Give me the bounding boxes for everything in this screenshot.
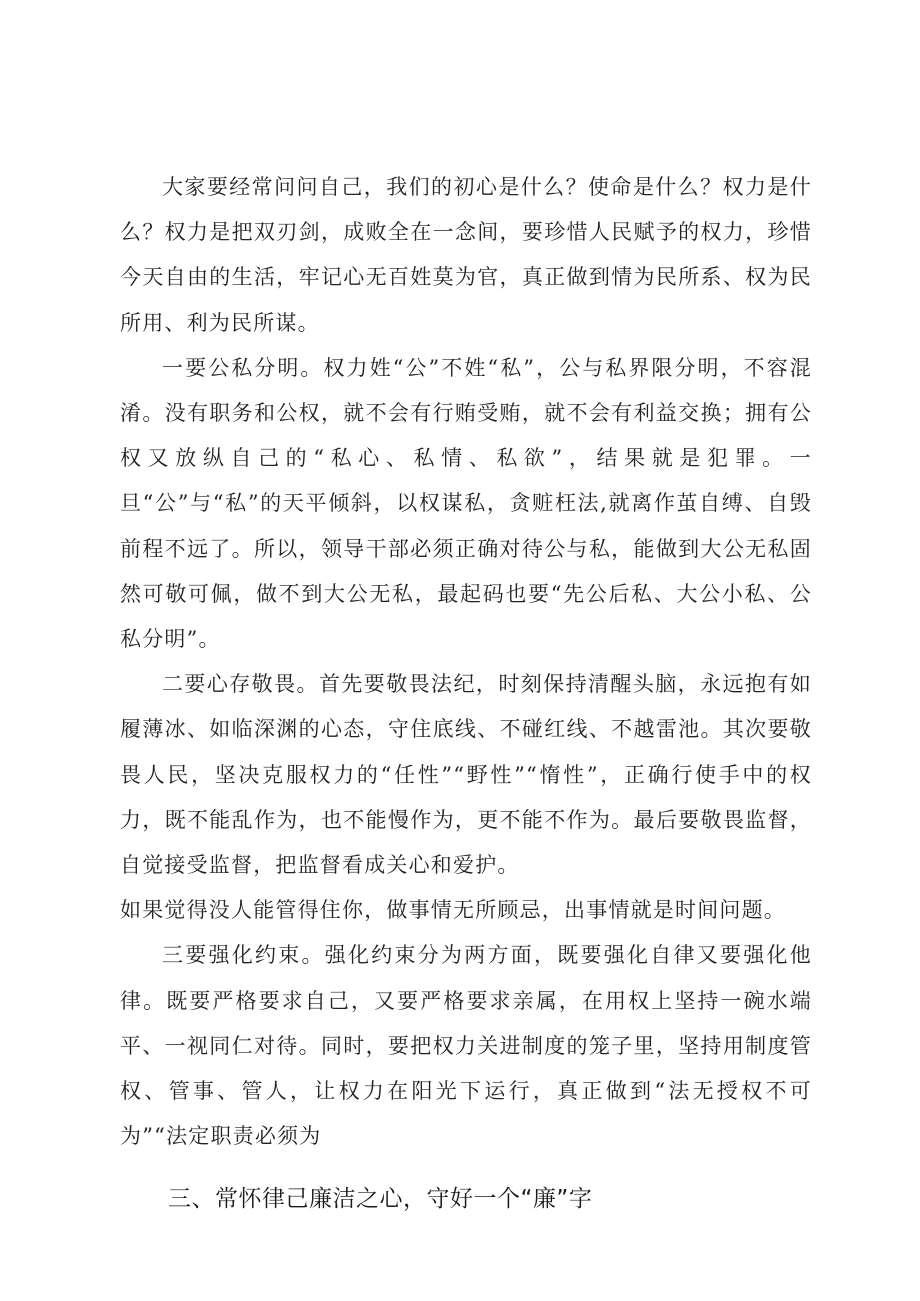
section-heading: 三、常怀律己廉洁之心，守好一个“廉”字 <box>168 1186 593 1213</box>
document-body <box>120 165 812 1221</box>
paragraph-reverence: 二要心存敬畏。首先要敬畏法纪，时刻保持清醒头脑，永远抱有如履薄冰、如临深渊的心态，守住底线、不碰红线、不越雷池。其次要敬畏人民，坚决克服权力的“任性”“野性”“惰性”，正确行使手中的权力，既不能乱作为，也不能慢作为，更不能不作为。最后要敬畏监督，自觉接受监督，把监督看成关心和爱护。 <box>120 672 812 878</box>
paragraph-public-private: 一要公私分明。权力姓“公”不姓“私”，公与私界限分明，不容混淆。没有职务和公权，就不会有行贿受贿，就不会有利益交换；拥有公权又放纵自己的“私心、私情、私欲”，结果就是犯罪。一旦“公”与“私”的天平倾斜，以权谋私，贪赃枉法,就离作茧自缚、自毁前程不远了。所以，领导干部必须正确对待公与私，能做到大公无私固然可敬可佩，做不到大公无私，最起码也要“先公后私、大公小私、公私分明”。 <box>120 355 812 652</box>
paragraph-constraint: 三要强化约束。强化约束分为两方面，既要强化自律又要强化他律。既要严格要求自己，又要严格要求亲属，在用权上坚持一碗水端平、一视同仁对待。同时，要把权力关进制度的笼子里，坚持用制度管权、管事、管人，让权力在阳光下运行，真正做到“法无授权不可为”“法定职责必须为 <box>120 943 812 1149</box>
paragraph-intro: 大家要经常问问自己，我们的初心是什么？使命是什么？权力是什么？权力是把双刃剑，成败全在一念间，要珍惜人民赋予的权力，珍惜今天自由的生活，牢记心无百姓莫为官，真正做到情为民所系、权为民所用、利为民所谋。 <box>120 175 812 335</box>
paragraph-no-supervision: 如果觉得没人能管得住你，做事情无所顾忌，出事情就是时间问题。 <box>120 898 786 923</box>
